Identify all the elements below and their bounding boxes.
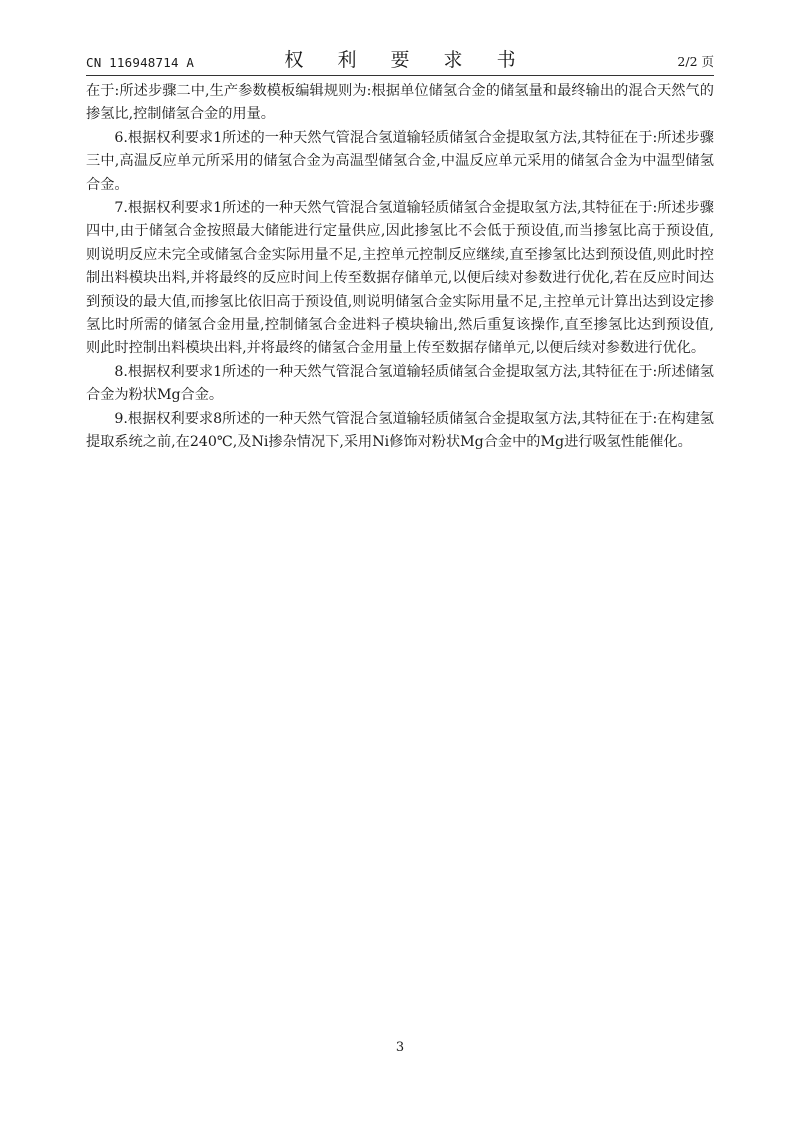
page-header <box>86 46 714 74</box>
document-title: 权 利 要 求 书 <box>284 49 530 71</box>
claim-5-continuation: 在于:所述步骤二中,生产参数模板编辑规则为:根据单位储氢合金的储氢量和最终输出的混合天然气的掺氢比,控制储氢合金的用量。 <box>86 83 714 123</box>
claim-6: 6.根据权利要求1所述的一种天然气管混合氢道输轻质储氢合金提取氢方法,其特征在于:所述步骤三中,高温反应单元所采用的储氢合金为高温型储氢合金,中温反应单元采用的储氢合金为中温型储氢合金。 <box>86 129 714 193</box>
claim-8: 8.根据权利要求1所述的一种天然气管混合氢道输轻质储氢合金提取氢方法,其特征在于:所述储氢合金为粉状Mg合金。 <box>86 363 714 404</box>
page-number: 3 <box>395 1040 405 1055</box>
patent-number: CN 116948714 A <box>86 55 195 70</box>
header-divider <box>86 75 714 76</box>
claims-body <box>86 80 714 455</box>
page-indicator: 2/2 页 <box>677 54 714 69</box>
claim-7: 7.根据权利要求1所述的一种天然气管混合氢道输轻质储氢合金提取氢方法,其特征在于:所述步骤四中,由于储氢合金按照最大储能进行定量供应,因此掺氢比不会低于预设值,而当掺氢比高于预设值,则说明反应未完全或储氢合金实际用量不足,主控单元控制反应继续,直至掺氢比达到预设值,则此时控制出料模块出料,并将最终的反应时间上传至数据存储单元,以便后续对参数进行优化,若在反应时间达到预设的最大值,而掺氢比依旧高于预设值,则说明储氢合金实际用量不足,主控单元计算出达到设定掺氢比时所需的储氢合金用量,控制储氢合金进料子模块输出,然后重复该操作,直至掺氢比达到预设值,则此时控制出料模块出料,并将最终的储氢合金用量上传至数据存储单元,以便后续对参数进行优化。 <box>86 200 714 357</box>
claim-9: 9.根据权利要求8所述的一种天然气管混合氢道输轻质储氢合金提取氢方法,其特征在于:在构建氢提取系统之前,在240℃,及Ni掺杂情况下,采用Ni修饰对粉状Mg合金中的Mg进行吸氢性能催化。 <box>86 410 714 451</box>
